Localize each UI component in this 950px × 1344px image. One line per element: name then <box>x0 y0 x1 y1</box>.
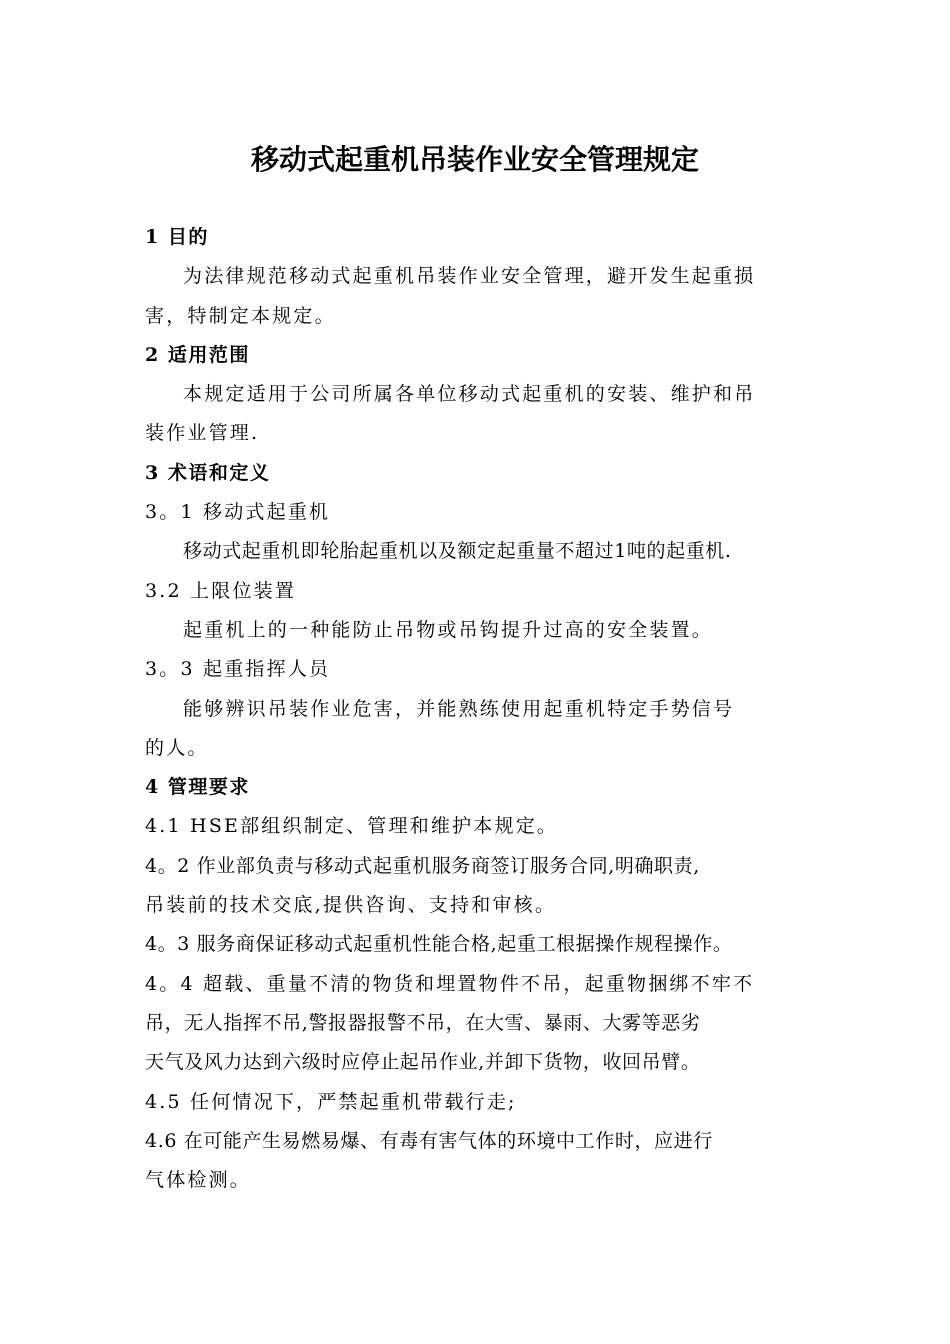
document-title: 移动式起重机吊装作业安全管理规定 <box>250 143 699 176</box>
paragraph-line: 天气及风力达到六级时应停止起吊作业,并卸下货物，收回吊臂。 <box>145 1051 701 1074</box>
paragraph-line: 能够辨识吊装作业危害，并能熟练使用起重机特定手势信号 <box>183 697 735 720</box>
paragraph-line: 4。4 超载、重量不清的物货和埋置物件不吊，起重物捆绑不牢不 <box>145 972 755 995</box>
paragraph-line: 本规定适用于公司所属各单位移动式起重机的安装、维护和吊 <box>183 383 756 406</box>
subsection-heading: 3。1 移动式起重机 <box>145 501 331 524</box>
subsection-heading: 3.2 上限位装置 <box>145 579 297 602</box>
section-heading-purpose: 1 目的 <box>145 226 209 248</box>
paragraph-line: 移动式起重机即轮胎起重机以及额定起重量不超过1吨的起重机. <box>183 540 732 563</box>
paragraph-line: 装作业管理. <box>145 422 260 445</box>
section-heading-scope: 2 适用范围 <box>145 343 250 366</box>
paragraph-line: 吊装前的技术交底,提供咨询、支持和审核。 <box>145 894 557 917</box>
paragraph-line: 的人。 <box>145 736 209 759</box>
document-body <box>145 218 815 1200</box>
subsection-heading: 3。3 起重指挥人员 <box>145 658 331 681</box>
paragraph-line: 吊，无人指挥不吊,警报器报警不吊，在大雪、暴雨、大雾等恶劣 <box>145 1011 701 1034</box>
paragraph-line: 4。3 服务商保证移动式起重机性能合格,起重工根据操作规程操作。 <box>145 933 733 956</box>
paragraph-line: 4。2 作业部负责与移动式起重机服务商签订服务合同,明确职责, <box>145 854 700 877</box>
paragraph-line: 气体检测。 <box>145 1169 252 1192</box>
paragraph-line: 4.1 HSE部组织制定、管理和维护本规定。 <box>145 815 559 838</box>
paragraph-line: 害，特制定本规定。 <box>145 304 336 327</box>
section-heading-requirements: 4 管理要求 <box>145 776 250 799</box>
paragraph-line: 4.5 任何情况下，严禁起重机带载行走; <box>145 1090 517 1113</box>
section-heading-terms: 3 术语和定义 <box>145 461 271 484</box>
paragraph-line: 起重机上的一种能防止吊物或吊钩提升过高的安全装置。 <box>183 618 714 641</box>
paragraph-line: 4.6 在可能产生易燃易爆、有毒有害气体的环境中工作时，应进行 <box>145 1129 713 1152</box>
paragraph-line: 为法律规范移动式起重机吊装作业安全管理，避开发生起重损 <box>183 265 756 288</box>
